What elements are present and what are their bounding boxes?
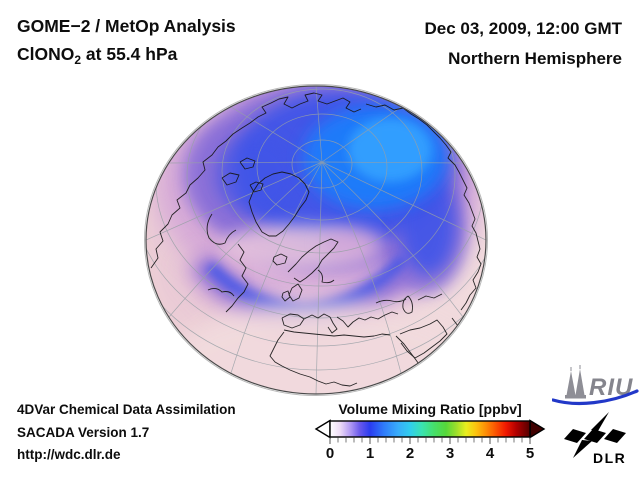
colorbar-left-arrow	[316, 421, 330, 438]
riu-logo-text: RIU	[589, 374, 634, 401]
globe-field	[116, 18, 520, 422]
dlr-logo-text: DLR	[593, 450, 627, 466]
pressure-level: at 55.4 hPa	[81, 44, 178, 64]
credits-block	[17, 399, 236, 467]
tick-label-2: 2	[405, 445, 415, 462]
dlr-logo	[558, 408, 636, 470]
tick-label-1: 1	[365, 445, 375, 462]
credit-line1: 4DVar Chemical Data Assimilation	[17, 402, 236, 417]
tick-label-4: 4	[485, 445, 495, 462]
colorbar-ticks	[330, 438, 530, 445]
cathedral-icon	[565, 365, 586, 399]
colorbar-gradient-bar	[330, 421, 530, 437]
colorbar-title: Volume Mixing Ratio [ppbv]	[338, 401, 522, 417]
credit-line2: SACADA Version 1.7	[17, 424, 150, 440]
date-line: Dec 03, 2009, 12:00 GMT	[424, 19, 622, 38]
tick-label-0: 0	[325, 445, 335, 462]
credit-url: http://wdc.dlr.de	[17, 447, 121, 462]
region-line: Northern Hemisphere	[448, 49, 622, 68]
field-gap-pink-2	[320, 227, 384, 259]
tick-label-3: 3	[445, 445, 455, 462]
field-core-blue	[348, 118, 432, 182]
colorbar-right-arrow	[530, 421, 544, 438]
tick-label-5: 5	[525, 445, 535, 462]
plot-title-line1: GOME−2 / MetOp Analysis	[17, 16, 236, 36]
colorbar	[314, 418, 546, 446]
species-name: ClONO	[17, 44, 75, 64]
colorbar-tick-labels	[314, 445, 546, 465]
riu-logo	[552, 365, 640, 409]
species-subscript: 2	[74, 53, 82, 67]
